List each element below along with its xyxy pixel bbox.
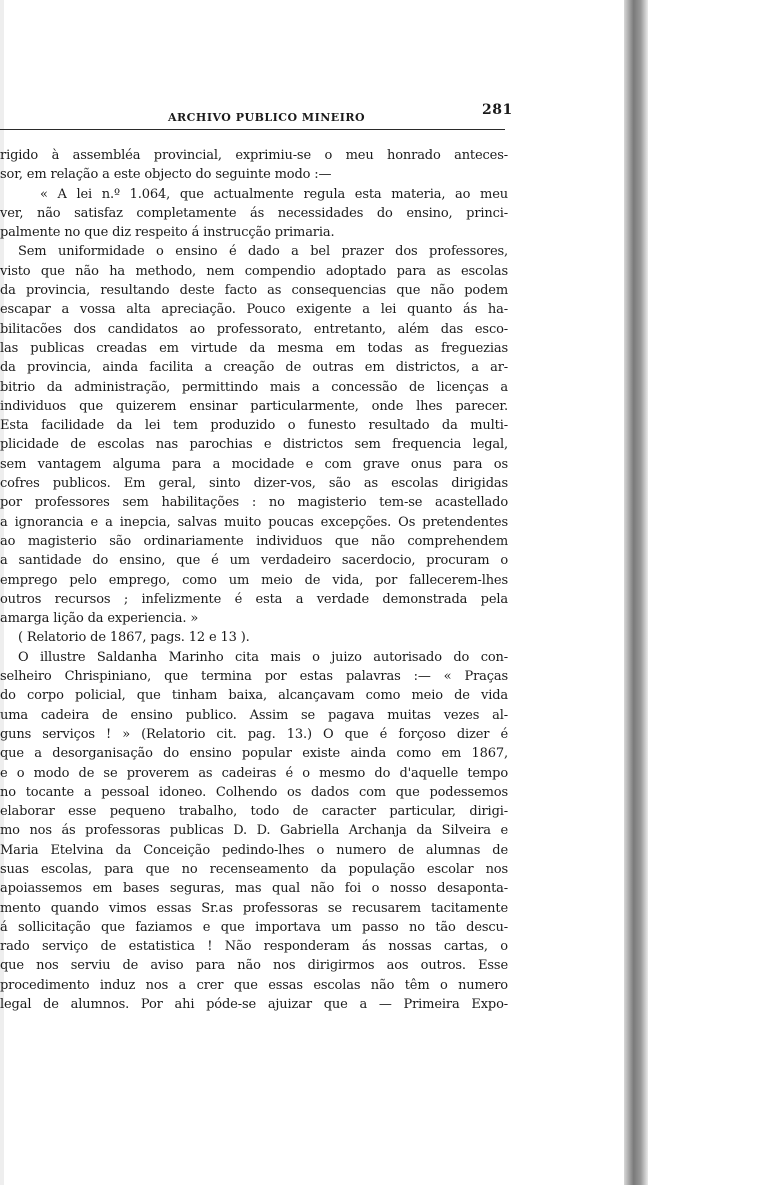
text-line: O illustre Saldanha Marinho cita mais o juizo autorisado do con- [18,649,508,665]
text-line: por professores sem habilitações : no magisterio tem-se acastellado [0,495,508,511]
text-line: que a desorganisação do ensino popular existe ainda como em 1867, [0,746,508,762]
text-line: Sem uniformidade o ensino é dado a bel prazer dos professores, [18,244,508,260]
header-rule [0,129,505,130]
text-line: « A lei n.º 1.064, que actualmente regula esta materia, ao meu [40,186,508,202]
running-header [0,102,513,128]
text-line: escapar a vossa alta apreciação. Pouco exigente a lei quanto ás ha- [0,302,508,318]
text-line: e o modo de se proverem as cadeiras é o mesmo do d'aquelle tempo [0,765,508,781]
text-line: selheiro Chrispiniano, que termina por estas palavras :— « Praças [0,669,508,685]
text-line: da provincia, resultando deste facto as consequencias que não podem [0,283,508,299]
text-line: visto que não ha methodo, nem compendio adoptado para as escolas [0,263,508,279]
text-line: amarga lição da experiencia. » [0,611,199,627]
text-line: procedimento induz nos a crer que essas escolas não têm o numero [0,977,508,993]
text-line: palmente no que diz respeito á instrucção primaria. [0,225,335,241]
text-line: plicidade de escolas nas parochias e districtos sem frequencia legal, [0,437,508,453]
text-line: bitrio da administração, permittindo mais a concessão de licenças a [0,379,508,395]
text-line: emprego pelo emprego, como um meio de vida, por fallecerem-lhes [0,572,508,588]
text-line: a santidade do ensino, que é um verdadeiro sacerdocio, procuram o [0,553,508,569]
text-line: outros recursos ; infelizmente é esta a verdade demonstrada pela [0,591,508,607]
text-line: individuos que quizerem ensinar particularmente, onde lhes parecer. [0,398,508,414]
page-number: 281 [482,102,513,118]
text-line: elaborar esse pequeno trabalho, todo de caracter particular, dirigi- [0,804,508,820]
text-line: Maria Etelvina da Conceição pedindo-lhes o numero de alumnas de [0,842,508,858]
scan-margin [648,0,778,1185]
text-line: rado serviço de estatistica ! Não responderam ás nossas cartas, o [0,939,508,955]
text-line: bilitacões dos candidatos ao professorato, entretanto, além das esco- [0,321,508,337]
text-line: mento quando vimos essas Sr.as professoras se recusarem tacitamente [0,900,508,916]
body-text [0,146,508,1014]
text-line: no tocante a pessoal idoneo. Colhendo os dados com que podessemos [0,784,508,800]
text-line: guns serviços ! » (Relatorio cit. pag. 13.) O que é forçoso dizer é [0,726,508,742]
text-line: á sollicitação que faziamos e que importava um passo no tão descu- [0,919,508,935]
text-line: las publicas creadas em virtude da mesma em todas as freguezias [0,340,508,356]
header-title: ARCHIVO PUBLICO MINEIRO [168,111,366,124]
text-line: cofres publicos. Em geral, sinto dizer-vos, são as escolas dirigidas [0,476,508,492]
text-line: rigido à assembléa provincial, exprimiu-se o meu honrado anteces- [0,148,508,163]
text-line: do corpo policial, que tinham baixa, alcançavam como meio de vida [0,688,508,704]
text-line: ver, não satisfaz completamente ás necessidades do ensino, princi- [0,205,508,221]
text-line: Esta facilidade da lei tem produzido o funesto resultado da multi- [0,418,508,434]
text-line: a ignorancia e a inepcia, salvas muito poucas excepções. Os pretendentes [0,514,508,530]
text-line: sor, em relação a este objecto do seguinte modo :— [0,167,332,183]
text-line: uma cadeira de ensino publico. Assim se pagava muitas vezes al- [0,707,508,723]
text-line: legal de alumnos. Por ahi póde-se ajuizar que a — Primeira Expo- [0,997,508,1013]
text-line: apoiassemos em bases seguras, mas qual não foi o nosso desaponta- [0,881,508,897]
text-line: sem vantagem alguma para a mocidade e com grave onus para os [0,456,508,472]
text-line: ao magisterio são ordinariamente individuos que não comprehendem [0,533,508,549]
text-line: que nos serviu de aviso para não nos dirigirmos aos outros. Esse [0,958,508,974]
text-line: suas escolas, para que no recenseamento da população escolar nos [0,861,508,877]
text-line: mo nos ás professoras publicas D. D. Gabriella Archanja da Silveira e [0,823,508,839]
text-line: ( Relatorio de 1867, pags. 12 e 13 ). [18,630,250,646]
book-spine-shadow [624,0,648,1185]
text-line: da provincia, ainda facilita a creação de outras em districtos, a ar- [0,360,508,376]
